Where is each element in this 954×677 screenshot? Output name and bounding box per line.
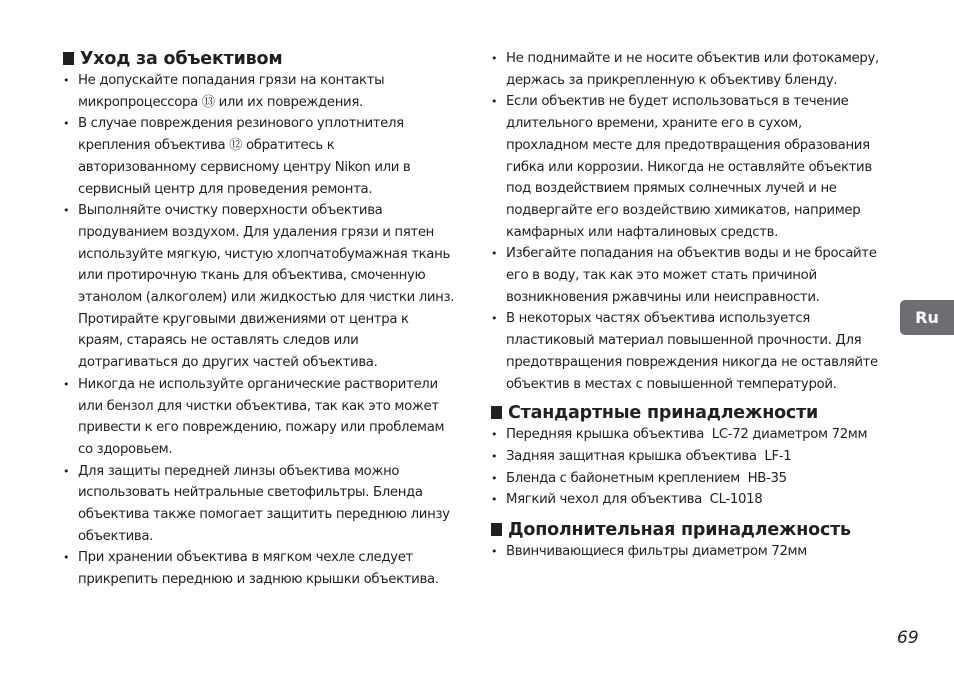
list-item: • Передняя крышка объектива LC-72 диаметром 72мм	[491, 424, 891, 446]
list-item	[63, 70, 463, 113]
text-line: подвергайте его воздействию химикатов, например	[506, 202, 861, 218]
text-line: Протирайте круговыми движениями от центра к	[78, 311, 409, 327]
text-line: микропроцессора ⑬ или их повреждения.	[78, 94, 363, 110]
care-list	[63, 70, 463, 591]
text-line: • Не допускайте попадания грязи на контакты	[78, 73, 385, 88]
text-line: объектива также помогает защитить переднюю линзу	[78, 507, 450, 523]
text-line: авторизованному сервисному центру Nikon или в	[78, 159, 411, 175]
list-item: • Ввинчивающиеся фильтры диаметром 72мм	[491, 541, 891, 563]
text-line: прикрепить переднюю и заднюю крышки объектива.	[78, 572, 439, 588]
list-item: • Мягкий чехол для объектива CL-1018	[491, 489, 891, 511]
text-line: объектива.	[78, 528, 154, 544]
text-line: • Выполняйте очистку поверхности объектива	[78, 203, 383, 219]
list-item: • Бленда с байонетным креплением HB-35	[491, 468, 891, 490]
text-line: • В случае повреждения резинового уплотнителя	[78, 116, 404, 132]
text-line: продуванием воздухом. Для удаления грязи и пятен	[78, 224, 434, 240]
text-line: привести к его повреждению, пожару или проблемам	[78, 420, 445, 436]
text-line: длительного времени, храните его в сухом,	[506, 116, 802, 132]
text-line: • Если объектив не будет использоваться в течение	[506, 94, 849, 110]
text-line: • Для защиты передней линзы объектива можно	[78, 463, 400, 479]
list-item	[63, 113, 463, 200]
list-item	[63, 547, 463, 590]
text-line: или протирочную ткань для объектива, смоченную	[78, 268, 426, 284]
text-line: возникновения ржавчины или неисправности.	[506, 289, 820, 305]
text-line: под воздействием прямых солнечных лучей и не	[506, 181, 837, 197]
list-item	[491, 91, 891, 243]
standard-accessories-heading: Стандартные принадлежности	[491, 402, 891, 424]
text-line: сервисный центр для проведения ремонта.	[78, 181, 373, 197]
care-continued-list	[491, 48, 891, 395]
list-item	[491, 243, 891, 308]
left-column	[63, 48, 463, 591]
optional-accessory-list	[491, 541, 891, 563]
optional-accessory-heading: Дополнительная принадлежность	[491, 519, 891, 541]
text-line: • Никогда не используйте органические растворители	[78, 376, 438, 392]
text-line: гибка или коррозии. Никогда не оставляйте объектив	[506, 159, 872, 175]
text-line: держась за прикрепленную к объективу бленду.	[506, 72, 838, 88]
text-line: предотвращения повреждения никогда не оставляйте	[506, 354, 878, 370]
square-bullet-icon	[63, 52, 74, 65]
text-line: • Не поднимайте и не носите объектив или фотокамеру,	[506, 51, 879, 66]
list-item	[491, 48, 891, 91]
text-line: его в воду, так как это может стать причиной	[506, 268, 817, 284]
care-heading: Уход за объективом	[63, 48, 463, 70]
text-line: или бензол для чистки объектива, так как это может	[78, 398, 439, 414]
text-line: камфарных или нафталиновых средств.	[506, 224, 778, 240]
list-item: • Задняя защитная крышка объектива LF-1	[491, 446, 891, 468]
page-number: 69	[897, 628, 919, 648]
text-line: этанолом (алкоголем) или жидкостью для чистки линз.	[78, 290, 455, 306]
square-bullet-icon	[491, 406, 502, 419]
text-line: краям, стараясь не оставлять следов или	[78, 333, 359, 349]
text-line: дотрагиваться до других частей объектива.	[78, 355, 378, 371]
language-tab: Ru	[900, 300, 954, 335]
standard-accessories-list	[491, 424, 891, 511]
list-item	[63, 200, 463, 374]
text-line: используйте мягкую, чистую хлопчатобумажная ткань	[78, 246, 450, 262]
square-bullet-icon	[491, 523, 502, 536]
text-line: пластиковый материал повышенной прочности. Для	[506, 333, 862, 349]
text-line: использовать нейтральные светофильтры. Бленда	[78, 485, 423, 501]
text-line: объектив в местах с повышенной температурой.	[506, 376, 837, 392]
text-line: со здоровьем.	[78, 441, 173, 457]
right-column	[491, 48, 891, 563]
text-line: крепления объектива ⑫ обратитесь к	[78, 138, 335, 154]
list-item	[63, 374, 463, 461]
text-line: • В некоторых частях объектива используется	[506, 311, 810, 327]
list-item	[491, 308, 891, 395]
text-line: • При хранении объектива в мягком чехле следует	[78, 550, 413, 566]
text-line: • Избегайте попадания на объектив воды и не бросайте	[506, 246, 877, 262]
list-item	[63, 461, 463, 548]
text-line: прохладном месте для предотвращения образования	[506, 137, 870, 153]
